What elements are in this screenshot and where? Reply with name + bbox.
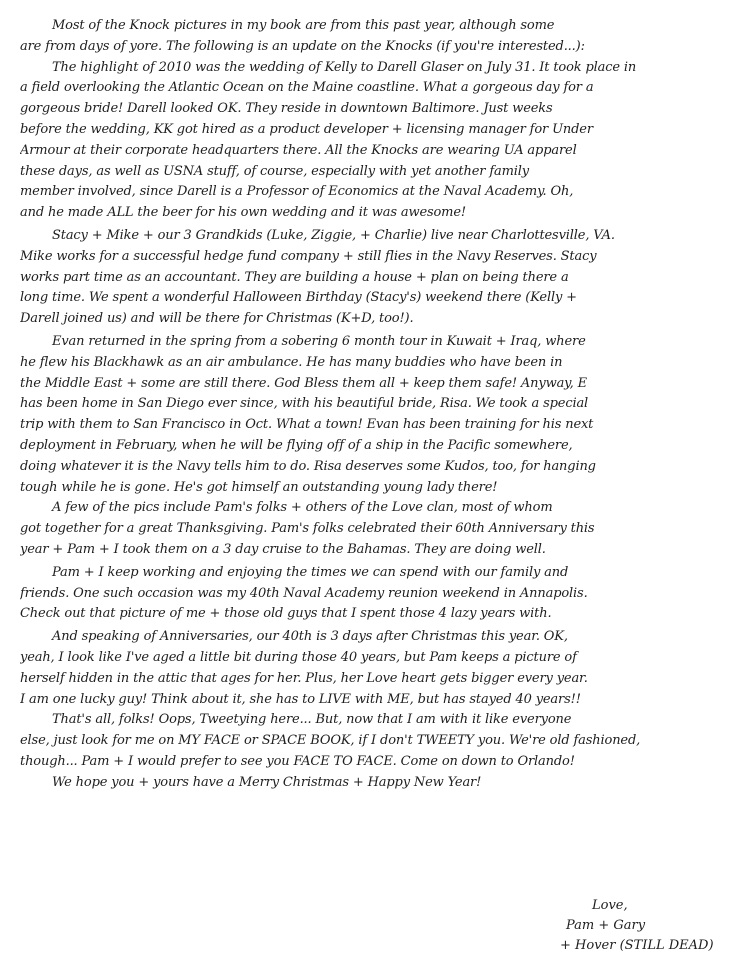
letter-line: trip with them to San Francisco in Oct. What a town! Evan has been training for his next <box>20 417 594 433</box>
paragraph-intro <box>20 16 734 58</box>
paragraph-reunion <box>20 563 734 625</box>
letter-line: We hope you + yours have a Merry Christmas + Happy New Year! <box>52 774 482 790</box>
paragraph-thanksgiving <box>20 498 734 560</box>
letter-line: are from days of yore. The following is an update on the Knocks (if you're interested...): <box>20 38 585 54</box>
letter-line: Armour at their corporate headquarters there. All the Knocks are wearing UA apparel <box>20 142 577 158</box>
letter-line: Mike works for a successful hedge fund company + still flies in the Navy Reserves. Stacy <box>20 248 597 264</box>
letter-line: gorgeous bride! Darell looked OK. They reside in downtown Baltimore. Just weeks <box>20 101 553 117</box>
letter-line: Most of the Knock pictures in my book are from this past year, although some <box>52 18 555 33</box>
letter-line: A few of the pics include Pam's folks + others of the Love clan, most of whom <box>52 500 553 516</box>
signoff-love: Love, <box>592 898 628 913</box>
letter-line: doing whatever it is the Navy tells him to do. Risa deserves some Kudos, too, for hanging <box>20 458 596 474</box>
letter-line: deployment in February, when he will be flying off of a ship in the Pacific somewhere, <box>20 437 573 453</box>
letter-line: Darell joined us) and will be there for Christmas (K+D, too!). <box>20 311 414 327</box>
letter-line: the Middle East + some are still there. God Bless them all + keep them safe! Anyway, E <box>20 375 587 391</box>
letter-line: member involved, since Darell is a Professor of Economics at the Naval Academy. Oh, <box>20 184 574 200</box>
paragraph-stacy <box>20 226 734 330</box>
letter-line: Stacy + Mike + our 3 Grandkids (Luke, Ziggie, + Charlie) live near Charlottesville, VA. <box>52 227 615 243</box>
letter-line: Pam + I keep working and enjoying the times we can spend with our family and <box>52 564 569 580</box>
letter-line: these days, as well as USNA stuff, of course, especially with yet another family <box>20 163 529 179</box>
paragraph-anniversary <box>20 627 734 710</box>
letter-line: The highlight of 2010 was the wedding of Kelly to Darell Glaser on July 31. It took place in <box>52 59 637 75</box>
letter-line: friends. One such occasion was my 40th Naval Academy reunion weekend in Annapolis. <box>20 585 588 601</box>
letter-line: else, just look for me on MY FACE or SPACE BOOK, if I don't TWEETY you. We're old fashioned, <box>20 733 641 749</box>
letter-line: before the wedding, KK got hired as a product developer + licensing manager for Under <box>20 121 593 137</box>
letter-line: has been home in San Diego ever since, with his beautiful bride, Risa. We took a special <box>20 396 589 412</box>
paragraph-wedding <box>20 58 734 224</box>
paragraph-closing <box>20 710 734 793</box>
letter-line: a field overlooking the Atlantic Ocean on the Maine coastline. What a gorgeous day for a <box>20 80 594 96</box>
letter-line: works part time as an accountant. They are building a house + plan on being there a <box>20 269 569 285</box>
letter-line: I am one lucky guy! Think about it, she has to LIVE with ME, but has stayed 40 years!! <box>20 691 581 707</box>
letter-line: got together for a great Thanksgiving. Pam's folks celebrated their 60th Anniversary this <box>20 521 595 537</box>
letter-line: Check out that picture of me + those old guys that I spent those 4 lazy years with. <box>20 606 552 622</box>
letter-line: And speaking of Anniversaries, our 40th is 3 days after Christmas this year. OK, <box>52 629 568 645</box>
letter-line: long time. We spent a wonderful Halloween Birthday (Stacy's) weekend there (Kelly + <box>20 290 577 306</box>
letter-line: he flew his Blackhawk as an air ambulance. He has many buddies who have been in <box>20 354 563 370</box>
letter-line: herself hidden in the attic that ages for her. Plus, her Love heart gets bigger every year. <box>20 670 588 686</box>
signature-hover: + Hover (STILL DEAD) <box>560 938 714 953</box>
paragraph-evan <box>20 332 734 498</box>
letter-line: tough while he is gone. He's got himself an outstanding young lady there! <box>20 479 498 495</box>
letter-line: though... Pam + I would prefer to see you FACE TO FACE. Come on down to Orlando! <box>20 753 575 769</box>
letter-line: That's all, folks! Oops, Tweetying here... But, now that I am with it like everyone <box>52 712 572 728</box>
letter-line: Evan returned in the spring from a sobering 6 month tour in Kuwait + Iraq, where <box>52 333 586 349</box>
letter-line: and he made ALL the beer for his own wedding and it was awesome! <box>20 205 466 221</box>
letter-line: yeah, I look like I've aged a little bit during those 40 years, but Pam keeps a picture of <box>20 649 577 665</box>
letter-line: year + Pam + I took them on a 3 day cruise to the Bahamas. They are doing well. <box>20 541 546 557</box>
signature-names: Pam + Gary <box>566 918 646 933</box>
handwritten-letter <box>20 16 734 793</box>
